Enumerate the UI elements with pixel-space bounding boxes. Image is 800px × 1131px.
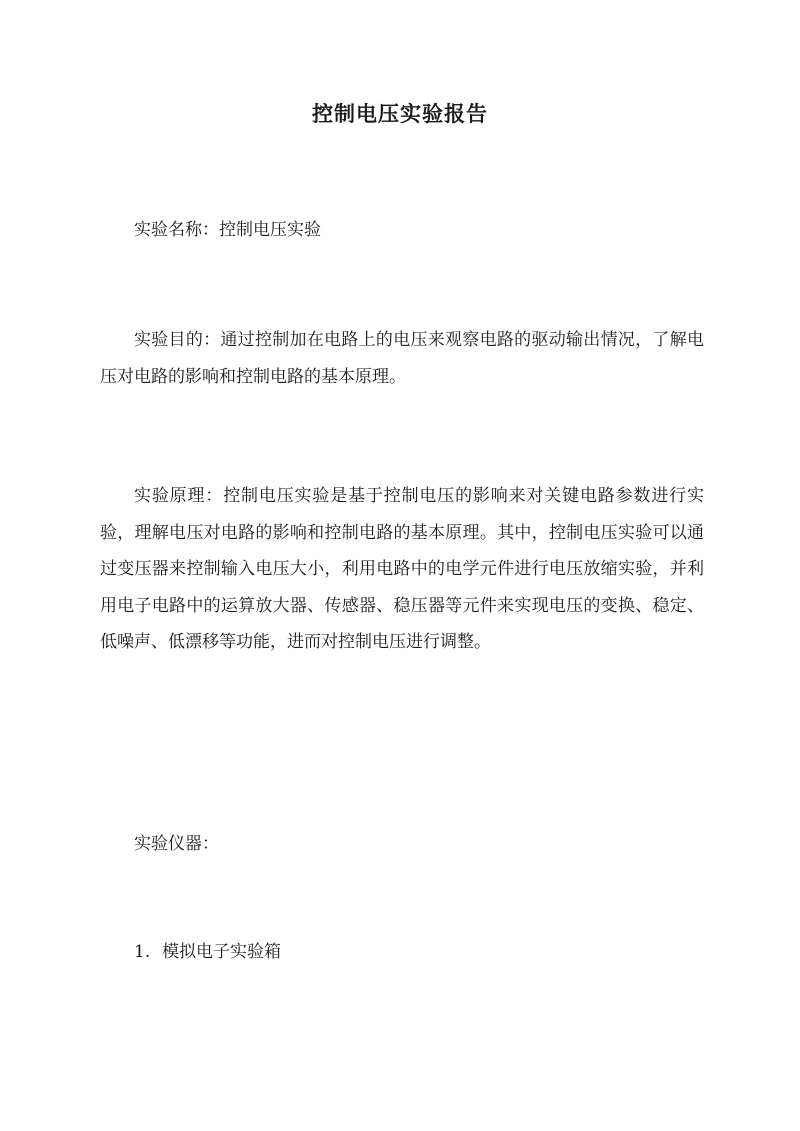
list-item-number: 1. (134, 942, 151, 962)
document-title: 控制电压实验报告 (312, 101, 488, 126)
list-item-text: 模拟电子实验箱 (162, 942, 281, 962)
experiment-name-paragraph: 实验名称：控制电压实验 (134, 220, 321, 240)
list-item (134, 934, 281, 971)
experiment-principle-paragraph: 实验原理：控制电压实验是基于控制电压的影响来对关键电路参数进行实验，理解电压对电路的影响和控制电路的基本原理。其中，控制电压实验可以通过变压器来控制输入电压大小，利用电路中的电学元件进行电压放缩实验，并利用电子电路中的运算放大器、传感器、稳压器等元件来实现电压的变换、稳定、低噪声、低漂移等功能，进而对控制电压进行调整。 (100, 486, 704, 652)
experiment-purpose-paragraph: 实验目的：通过控制加在电路上的电压来观察电路的驱动输出情况，了解电压对电路的影响和控制电路的基本原理。 (100, 330, 704, 387)
equipment-heading: 实验仪器： (134, 834, 219, 854)
